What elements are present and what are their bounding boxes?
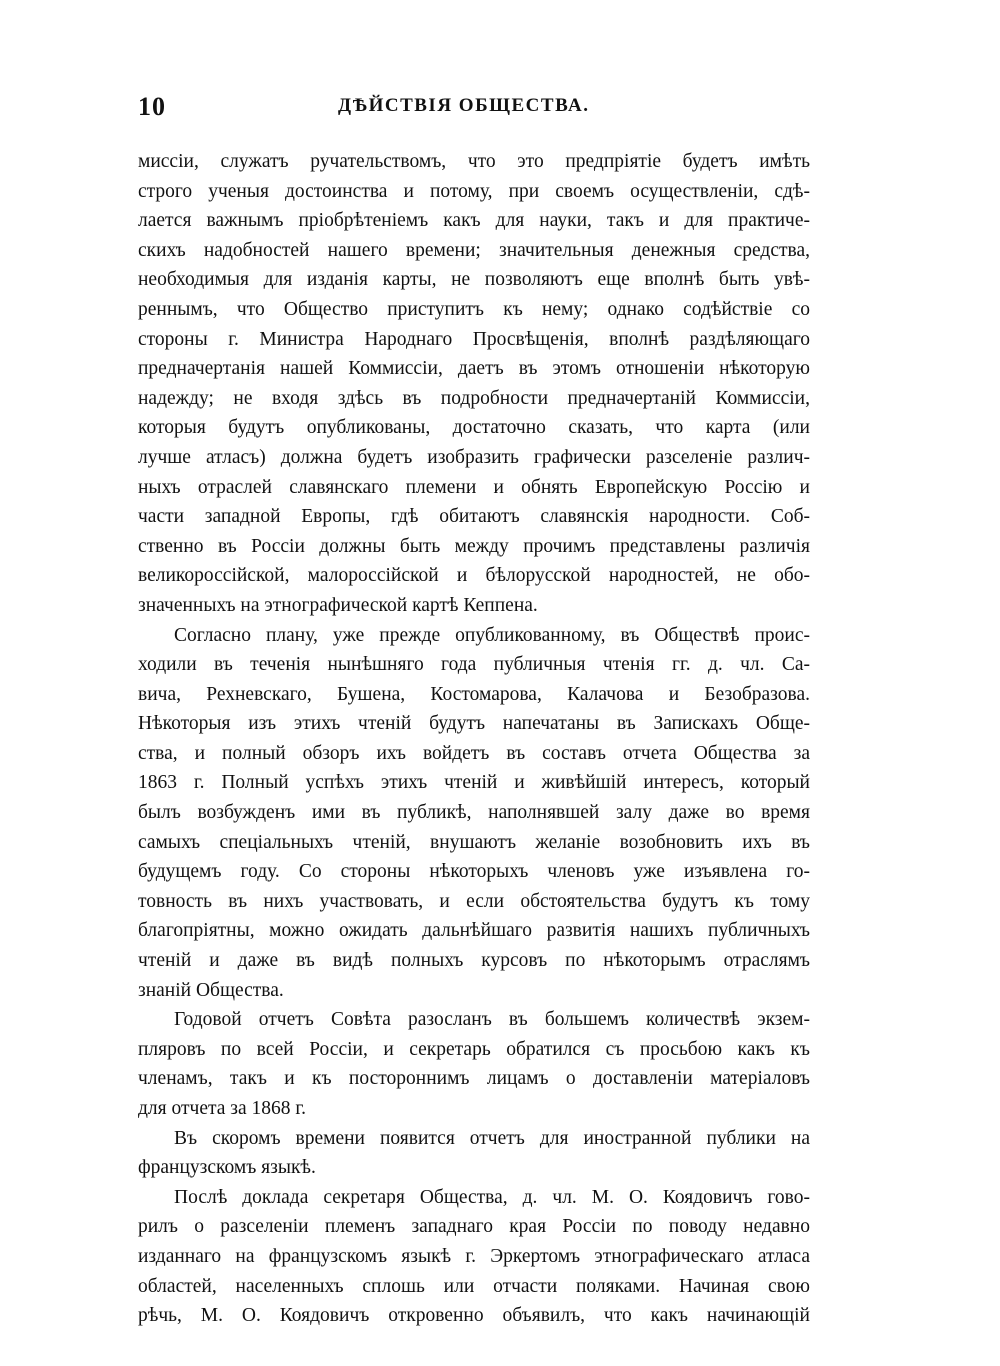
text-line: реннымъ, что Общество приступитъ къ нему; однако содѣйствіе со (138, 298, 810, 320)
text-line: чтеній и даже въ видѣ полныхъ курсовъ по нѣкоторымъ отраслямъ (138, 950, 810, 972)
text-line: великороссійской, малороссійской и бѣлорусской народностей, не обо- (138, 565, 810, 587)
text-line: областей, населенныхъ сплошь или отчасти поляками. Начиная свою (138, 1275, 810, 1297)
text-line: ственно въ Россіи должны быть между прочимъ представлены различія (138, 535, 810, 557)
text-line: французскомъ языкѣ. (138, 1157, 316, 1179)
body-text (138, 147, 810, 1331)
text-line: изданнаго на французскомъ языкѣ г. Эркертомъ этнографическаго атласа (138, 1245, 810, 1267)
running-title: ДѢЙСТВІЯ ОБЩЕСТВА. (338, 95, 590, 116)
text-line: пляровъ по всей Россіи, и секретарь обратился съ просьбою какъ къ (138, 1038, 810, 1060)
text-line: рѣчь, М. О. Коядовичъ откровенно объявилъ, что какъ начинающій (138, 1305, 810, 1327)
text-line: товность въ нихъ участвовать, и если обстоятельства будутъ къ тому (138, 890, 810, 912)
text-line: Согласно плану, уже прежде опубликованному, въ Обществѣ проис- (174, 624, 810, 646)
text-line: надежду; не входя здѣсь въ подробности предначертаній Коммиссіи, (138, 387, 810, 409)
text-line: будущемъ году. Со стороны нѣкоторыхъ членовъ уже изъявлена го- (138, 861, 810, 883)
text-line: ныхъ отраслей славянскаго племени и обнять Европейскую Россію и (138, 476, 810, 498)
text-line: Годовой отчетъ Совѣта разосланъ въ большемъ количествѣ экзем- (174, 1009, 810, 1031)
text-line: лается важнымъ пріобрѣтеніемъ какъ для науки, такъ и для практиче- (138, 210, 810, 232)
text-line: для отчета за 1868 г. (138, 1098, 307, 1119)
page-number: 10 (138, 92, 166, 121)
text-line: ходили въ теченія нынѣшняго года публичныя чтенія гг. д. чл. Са- (138, 654, 810, 676)
text-line: предначертанія нашей Коммиссіи, даетъ въ этомъ отношеніи нѣкоторую (138, 358, 810, 380)
text-line: скихъ надобностей нашего времени; значительныя денежныя средства, (138, 239, 810, 261)
text-line: которыя будутъ опубликованы, достаточно сказать, что карта (или (138, 417, 810, 439)
text-line: членамъ, такъ и къ постороннимъ лицамъ о доставленіи матеріаловъ (138, 1068, 810, 1090)
text-line: вича, Рехневскаго, Бушена, Костомарова, Калачова и Безобразова. (138, 683, 810, 705)
text-line: знаній Общества. (138, 979, 284, 1001)
text-line: рилъ о разселеніи племенъ западнаго края Россіи по поводу недавно (138, 1216, 810, 1238)
text-line: строго ученыя достоинства и потому, при своемъ осуществленіи, сдѣ- (138, 180, 810, 202)
text-line: былъ возбужденъ ими въ публикѣ, наполнявшей залу даже во время (138, 802, 810, 824)
page-header (138, 92, 810, 126)
text-line: значенныхъ на этнографической картѣ Кеппена. (138, 594, 538, 616)
text-line: Въ скоромъ времени появится отчетъ для иностранной публики на (174, 1127, 810, 1149)
text-line: стороны г. Министра Народнаго Просвѣщенія, вполнѣ раздѣляющаго (138, 328, 810, 350)
text-line: 1863 г. Полный успѣхъ этихъ чтеній и живѣйшій интересъ, который (138, 772, 810, 794)
text-line: самыхъ спеціальныхъ чтеній, внушаютъ желаніе возобновить ихъ въ (138, 831, 810, 853)
text-line: части западной Европы, гдѣ обитаютъ славянскія народности. Соб- (138, 506, 810, 528)
text-line: благопріятны, можно ожидать дальнѣйшаго развитія нашихъ публичныхъ (138, 920, 810, 942)
text-line: Послѣ доклада секретаря Общества, д. чл. М. О. Коядовичъ гово- (174, 1186, 810, 1208)
text-line: ства, и полный обзоръ ихъ войдетъ въ составъ отчета Общества за (138, 742, 810, 764)
text-line: лучше атласъ) должна будетъ изобразить графически разселеніе различ- (138, 446, 810, 468)
text-line: миссіи, служатъ ручательствомъ, что это предпріятіе будетъ имѣть (138, 151, 810, 172)
text-line: Нѣкоторыя изъ этихъ чтеній будутъ напечатаны въ Запискахъ Обще- (138, 713, 810, 735)
text-line: необходимыя для изданія карты, не позволяютъ еще вполнѣ быть увѣ- (138, 269, 810, 291)
